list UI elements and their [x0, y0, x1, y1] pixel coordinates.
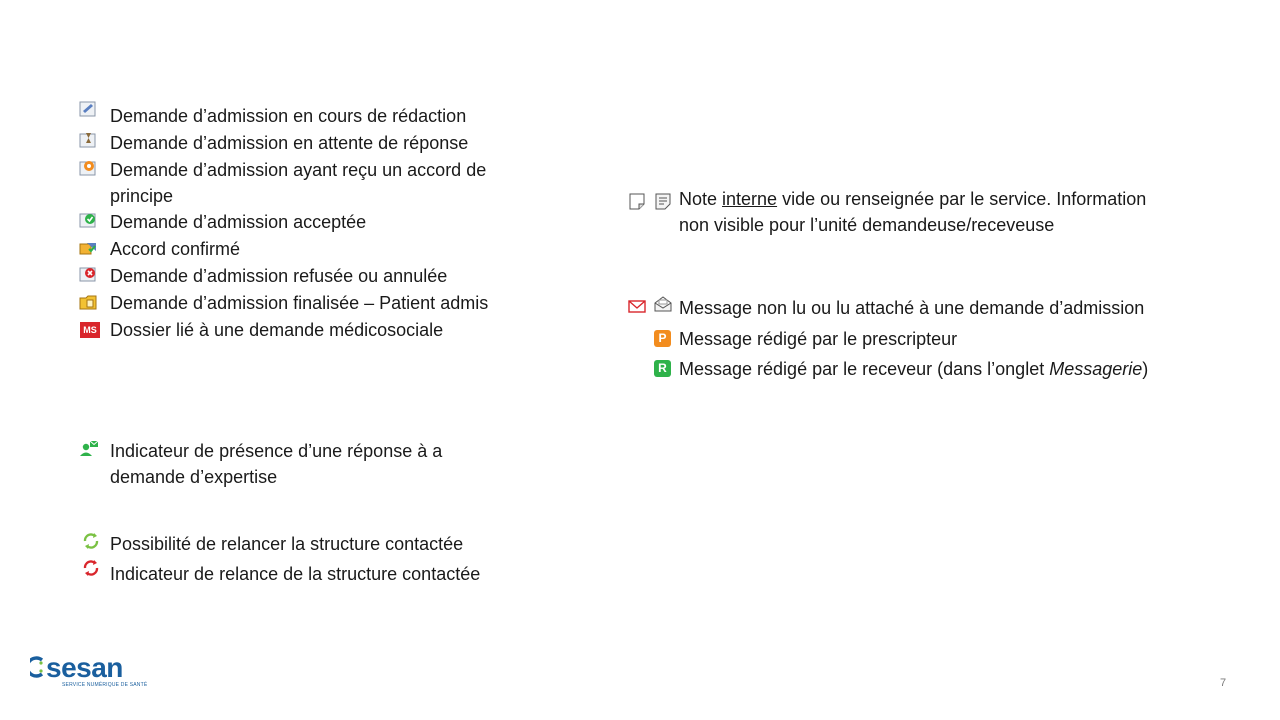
document-green-check-icon — [78, 210, 98, 230]
page-number: 7 — [1220, 677, 1227, 689]
confirmed-agreement-icon — [78, 238, 98, 258]
status-finalized-label: Demande d’admission finalisée – Patient admis — [110, 293, 489, 313]
empty-note-icon[interactable] — [627, 191, 647, 211]
status-agreement-principle-label: Demande d’admission ayant reçu un accord de principe — [110, 160, 487, 206]
receiver-r-icon: R — [654, 360, 671, 377]
green-reminder-icon[interactable] — [81, 531, 101, 551]
document-pencil-icon — [78, 99, 98, 119]
expertise-indicator-label: Indicateur de présence d’une réponse à a demande d’expertise — [110, 441, 443, 487]
message-read-status-label: Message non lu ou lu attaché à une demande d’admission — [679, 298, 1145, 318]
message-receiver-label: Message rédigé par le receveur (dans l’onglet Messagerie) — [679, 359, 1149, 379]
document-red-cross-icon — [78, 264, 98, 284]
status-drafting-label: Demande d’admission en cours de rédaction — [110, 106, 467, 126]
status-accepted-label: Demande d’admission acceptée — [110, 212, 367, 232]
status-refused-label: Demande d’admission refusée ou annulée — [110, 266, 448, 286]
document-orange-badge-icon — [78, 158, 98, 178]
note-internal-description: Note interne vide ou renseignée par le service. Information non visible pour l’unité demandeuse/receveuse — [679, 189, 1147, 235]
sesan-logo-subtitle: SERVICE NUMÉRIQUE DE SANTÉ — [62, 682, 148, 688]
prescriber-p-icon: P — [654, 330, 671, 347]
reminder-indicator-label: Indicateur de relance de la structure contactée — [110, 564, 481, 584]
note-underlined-word: interne — [722, 189, 778, 209]
status-medicosocial-label: Dossier lié à une demande médicosociale — [110, 320, 444, 340]
read-mail-icon[interactable] — [653, 294, 673, 314]
status-confirmed-label: Accord confirmé — [110, 239, 241, 259]
message-prescriber-label: Message rédigé par le prescripteur — [679, 329, 958, 349]
red-reminder-icon — [81, 558, 101, 578]
folder-patient-admitted-icon — [78, 292, 98, 312]
reminder-possible-label: Possibilité de relancer la structure contactée — [110, 534, 464, 554]
unread-mail-icon[interactable] — [627, 296, 647, 316]
sesan-logo-mark — [30, 654, 44, 680]
status-awaiting-label: Demande d’admission en attente de réponse — [110, 133, 469, 153]
sesan-logo-text: sesan — [46, 652, 123, 683]
document-hourglass-icon — [78, 130, 98, 150]
ms-badge-icon: MS — [80, 322, 100, 338]
filled-note-icon[interactable] — [653, 191, 673, 211]
expertise-response-icon — [79, 439, 99, 459]
